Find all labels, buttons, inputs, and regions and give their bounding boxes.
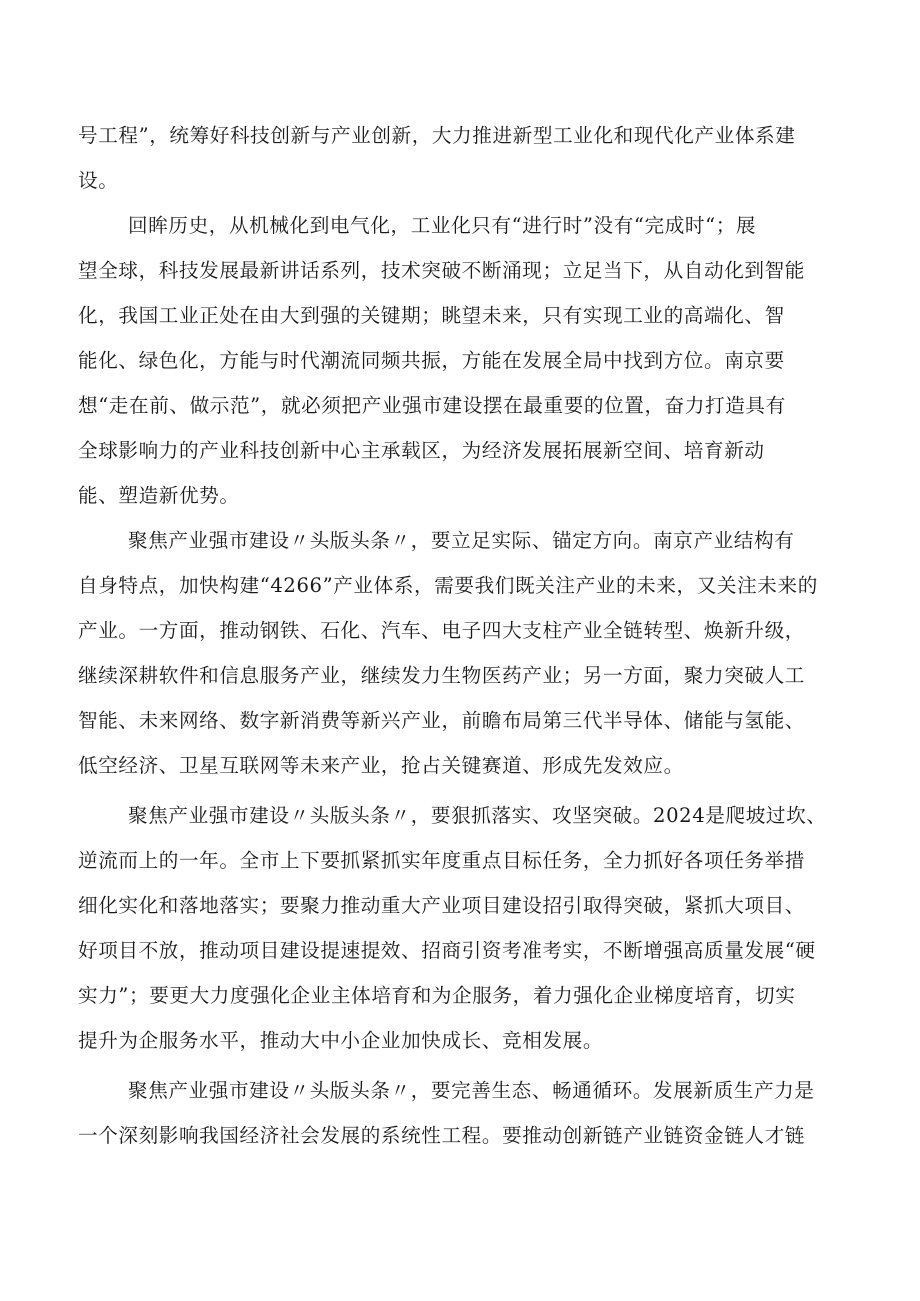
paragraph-line: 细化实化和落地落实；要聚力推动重大产业项目建设招引取得突破，紧抓大项目、 xyxy=(78,894,805,917)
paragraph-line: 化，我国工业正处在由大到强的关键期；眺望未来，只有实现工业的高端化、智 xyxy=(78,304,785,327)
paragraph-line: 智能、未来网络、数字新消费等新兴产业，前瞻布局第三代半导体、储能与氢能、 xyxy=(78,709,805,732)
paragraph-line: 回眸历史，从机械化到电气化，工业化只有“进行时”没有“完成时“；展 xyxy=(128,214,757,237)
paragraph-line: 设。 xyxy=(78,169,119,192)
paragraph-line: 一个深刻影响我国经济社会发展的系统性工程。要推动创新链产业链资金链人才链 xyxy=(78,1124,805,1147)
paragraph-line: 低空经济、卫星互联网等未来产业，抢占关键赛道、形成先发效应。 xyxy=(78,754,684,777)
paragraph-line: 望全球，科技发展最新讲话系列，技术突破不断涌现；立足当下，从自动化到智能 xyxy=(78,259,805,282)
paragraph-line: 好项目不放，推动项目建设提速提效、招商引资考准考实，不断增强高质量发展“硬 xyxy=(78,939,816,962)
paragraph-line: 提升为企服务水平，推动大中小企业加快成长、竞相发展。 xyxy=(78,1029,604,1052)
paragraph-line: 号工程”，统筹好科技创新与产业创新，大力推进新型工业化和现代化产业体系建 xyxy=(78,124,796,147)
paragraph-line: 聚焦产业强市建设〃头版头条〃，要立足实际、锚定方向。南京产业结构有 xyxy=(128,529,795,552)
paragraph-line: 实力”；要更大力度强化企业主体培育和为企服务，着力强化企业梯度培育，切实 xyxy=(78,984,796,1007)
paragraph-line: 聚焦产业强市建设〃头版头条〃，要完善生态、畅通循环。发展新质生产力是 xyxy=(128,1079,815,1102)
paragraph-line: 能化、绿色化，方能与时代潮流同频共振，方能在发展全局中找到方位。南京要 xyxy=(78,349,785,372)
paragraph-line: 逆流而上的一年。全市上下要抓紧抓实年度重点目标任务，全力抓好各项任务举措 xyxy=(78,849,805,872)
paragraph-line: 产业。一方面，推动钢铁、石化、汽车、电子四大支柱产业全链转型、焕新升级， xyxy=(78,619,805,642)
paragraph-line: 想“走在前、做示范”，就必须把产业强市建设摆在最重要的位置，奋力打造具有 xyxy=(78,394,786,417)
paragraph-line: 继续深耕软件和信息服务产业，继续发力生物医药产业；另一方面，聚力突破人工 xyxy=(78,664,805,687)
paragraph-line: 自身特点，加快构建“4266”产业体系，需要我们既关注产业的未来，又关注未来的 xyxy=(78,574,818,597)
paragraph-line: 全球影响力的产业科技创新中心主承载区，为经济发展拓展新空间、培育新动 xyxy=(78,439,765,462)
paragraph-line: 能、塑造新优势。 xyxy=(78,484,240,507)
paragraph-line: 聚焦产业强市建设〃头版头条〃，要狠抓落实、攻坚突破。2024是爬坡过坎、 xyxy=(128,804,827,827)
